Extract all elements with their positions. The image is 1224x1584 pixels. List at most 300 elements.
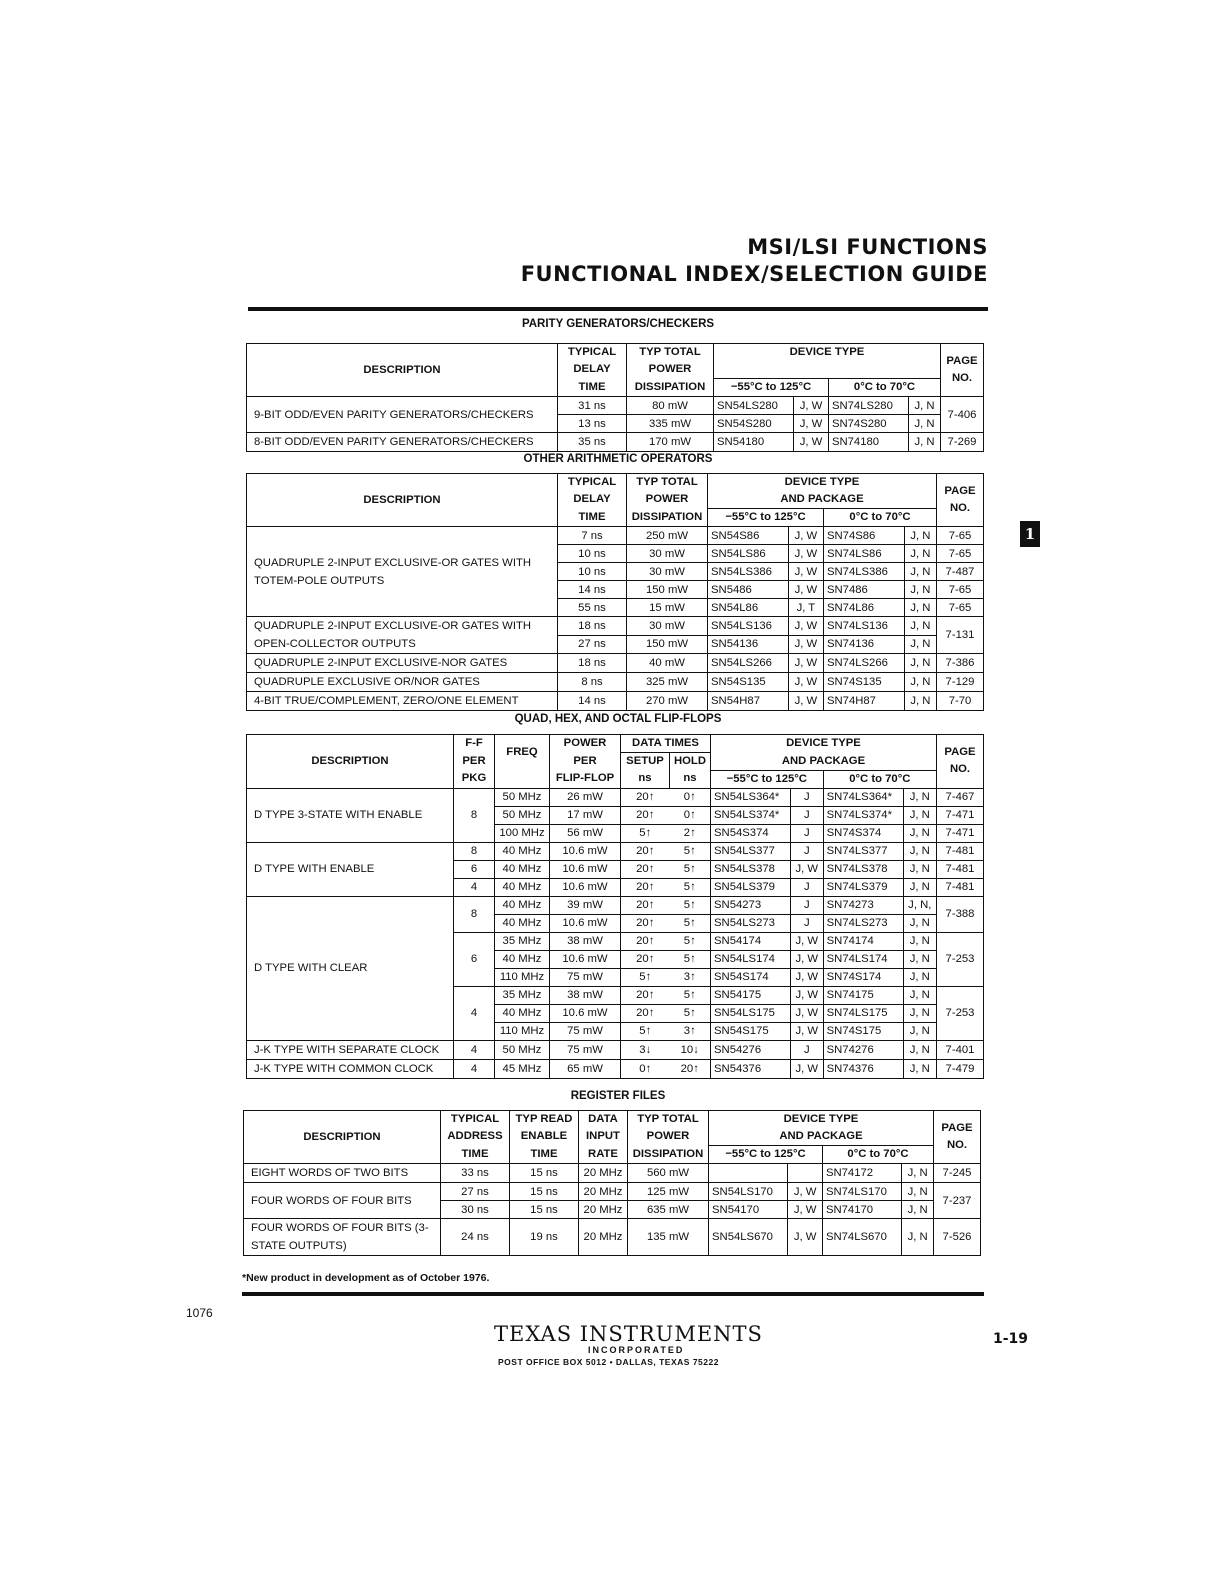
cell: 5↑	[670, 860, 711, 878]
col-mil-range: −55°C to 125°C	[709, 1146, 823, 1164]
section-tab: 1	[1020, 521, 1040, 547]
cell-ff-per-pkg: 8	[454, 896, 495, 932]
cell: 20 MHz	[579, 1183, 628, 1201]
col-rate: RATE	[579, 1146, 628, 1164]
col-power: POWER	[550, 735, 621, 753]
cell: SN54L86	[708, 599, 789, 617]
cell-ff-per-pkg: 6	[454, 932, 495, 986]
cell: 5↑	[621, 968, 670, 986]
parity-table	[246, 343, 984, 452]
cell: SN7486	[823, 581, 904, 599]
cell: J, N	[902, 1219, 934, 1256]
cell: 5↑	[670, 896, 711, 914]
table-row	[247, 1059, 984, 1078]
cell: J, N	[903, 932, 936, 950]
col-dissipation: DISSIPATION	[627, 509, 708, 527]
col-setup: SETUP	[621, 753, 670, 771]
col-delay: DELAY	[558, 491, 627, 509]
cell: 39 mW	[550, 896, 621, 914]
cell: 125 mW	[628, 1183, 709, 1201]
cell: 14 ns	[558, 692, 627, 711]
cell-page: 7-471	[937, 824, 984, 842]
cell: 30 mW	[627, 545, 708, 563]
cell: J, N	[903, 1004, 936, 1022]
cell: 20↑	[670, 1059, 711, 1078]
cell	[709, 1164, 788, 1183]
col-and-package: AND PACKAGE	[709, 1128, 934, 1146]
col-page: PAGE NO.	[941, 344, 984, 397]
cell: 170 mW	[627, 433, 714, 452]
cell: J, N	[909, 397, 941, 415]
cell: 20↑	[621, 1004, 670, 1022]
col-time: TIME	[510, 1146, 579, 1164]
col-time: TIME	[558, 379, 627, 397]
cell: SN74S280	[828, 415, 908, 433]
cell: 27 ns	[441, 1183, 510, 1201]
cell: 3↑	[670, 968, 711, 986]
cell-page: 7-253	[937, 986, 984, 1040]
row-description: J-K TYPE WITH COMMON CLOCK	[247, 1059, 454, 1078]
cell: J, W	[788, 617, 823, 636]
col-time: TIME	[441, 1146, 510, 1164]
col-datatimes: DATA TIMES	[621, 735, 711, 753]
cell: SN54LS175	[711, 1004, 791, 1022]
cell: SN54276	[711, 1040, 791, 1059]
cell: SN54LS266	[708, 654, 789, 673]
table-row	[247, 788, 984, 806]
company-inc: INCORPORATED	[588, 1345, 685, 1355]
cell-page: 7-388	[937, 896, 984, 932]
cell: 40 MHz	[495, 896, 550, 914]
cell: 110 MHz	[495, 968, 550, 986]
cell: 35 ns	[558, 433, 627, 452]
col-page: PAGE NO.	[937, 735, 984, 789]
cell: 0↑	[670, 806, 711, 824]
cell: 20↑	[621, 878, 670, 896]
cell: 270 mW	[627, 692, 708, 711]
cell: SN54LS280	[714, 397, 794, 415]
cell-page: 7-386	[937, 654, 984, 673]
cell: 20↑	[621, 788, 670, 806]
cell: SN74LS266	[823, 654, 904, 673]
cell: J	[790, 1040, 823, 1059]
cell: 20↑	[621, 896, 670, 914]
cell: 50 MHz	[495, 1040, 550, 1059]
cell: 110 MHz	[495, 1022, 550, 1040]
cell: 20↑	[621, 986, 670, 1004]
cell: 50 MHz	[495, 788, 550, 806]
cell: J, W	[788, 581, 823, 599]
cell: 20↑	[621, 914, 670, 932]
cell: 30 mW	[627, 617, 708, 636]
cell: J, N	[904, 673, 936, 692]
col-address: ADDRESS	[441, 1128, 510, 1146]
cell: J, N	[904, 692, 936, 711]
cell: J, N	[903, 878, 936, 896]
cell: SN54S86	[708, 527, 789, 545]
cell: J	[790, 788, 823, 806]
cell: 20↑	[621, 806, 670, 824]
cell: J, N	[903, 950, 936, 968]
table-row	[247, 617, 984, 636]
flipflop-body	[247, 788, 984, 1078]
cell: J, N	[902, 1183, 934, 1201]
cell: SN54LS273	[711, 914, 791, 932]
cell: J	[790, 878, 823, 896]
table-row	[247, 1040, 984, 1059]
cell: SN74LS136	[823, 617, 904, 636]
cell: SN54LS386	[708, 563, 789, 581]
cell: J, N	[904, 617, 936, 636]
col-page: PAGE NO.	[937, 474, 984, 527]
cell: 75 mW	[550, 968, 621, 986]
col-description: DESCRIPTION	[247, 344, 558, 397]
cell: J, W	[794, 433, 829, 452]
cell: SN54LS378	[711, 860, 791, 878]
cell: J, N	[904, 527, 936, 545]
col-enable: ENABLE	[510, 1128, 579, 1146]
col-time: TIME	[558, 509, 627, 527]
cell: J, N	[902, 1201, 934, 1219]
cell: SN74LS273	[823, 914, 903, 932]
cell: 5↑	[670, 878, 711, 896]
cell: J, N	[903, 986, 936, 1004]
col-typtotal: TYP TOTAL	[627, 474, 708, 492]
cell: SN74S174	[823, 968, 903, 986]
cell-page: 7-479	[937, 1059, 984, 1078]
cell: 5↑	[670, 842, 711, 860]
cell: SN74273	[823, 896, 903, 914]
cell: 10.6 mW	[550, 914, 621, 932]
cell: SN54LS136	[708, 617, 789, 636]
cell-page: 7-487	[937, 563, 984, 581]
cell: 55 ns	[558, 599, 627, 617]
cell: SN54LS377	[711, 842, 791, 860]
cell: 40 MHz	[495, 878, 550, 896]
cell-page: 7-481	[937, 842, 984, 860]
cell: SN54LS670	[709, 1219, 788, 1256]
cell-page: 7-129	[937, 673, 984, 692]
top-rule	[248, 307, 988, 311]
cell: 13 ns	[558, 415, 627, 433]
cell: SN74LS374*	[823, 806, 903, 824]
cell: SN74LS175	[823, 1004, 903, 1022]
cell: J, W	[790, 860, 823, 878]
col-per: PER	[550, 753, 621, 771]
row-description: EIGHT WORDS OF TWO BITS	[244, 1164, 441, 1183]
col-and-package: AND PACKAGE	[711, 753, 937, 771]
col-com-range: 0°C to 70°C	[823, 509, 936, 527]
col-description: DESCRIPTION	[247, 474, 558, 527]
cell: J, N	[903, 968, 936, 986]
arith-body	[247, 527, 984, 711]
col-ff: F-F	[454, 735, 495, 753]
cell: SN54S175	[711, 1022, 791, 1040]
col-and-package: AND PACKAGE	[708, 491, 937, 509]
cell-page: 7-245	[934, 1164, 981, 1183]
cell: 10↓	[670, 1040, 711, 1059]
cell: 40 mW	[627, 654, 708, 673]
cell: 38 mW	[550, 986, 621, 1004]
cell: SN54376	[711, 1059, 791, 1078]
row-description: 8-BIT ODD/EVEN PARITY GENERATORS/CHECKERS	[247, 433, 558, 452]
cell: J, N	[903, 1040, 936, 1059]
cell-page: 7-253	[937, 932, 984, 986]
cell: SN74136	[823, 635, 904, 654]
col-freq: FREQ	[495, 735, 550, 771]
cell: J, N	[909, 415, 941, 433]
col-mil-range: −55°C to 125°C	[708, 509, 824, 527]
cell: J, T	[788, 599, 823, 617]
row-description: FOUR WORDS OF FOUR BITS (3-STATE OUTPUTS)	[244, 1219, 441, 1256]
row-description: D TYPE 3-STATE WITH ENABLE	[247, 788, 454, 842]
cell: 10 ns	[558, 563, 627, 581]
cell: 30 ns	[441, 1201, 510, 1219]
cell-page: 7-131	[937, 617, 984, 654]
row-description: QUADRUPLE EXCLUSIVE OR/NOR GATES	[247, 673, 558, 692]
cell: 75 mW	[550, 1040, 621, 1059]
cell: 250 mW	[627, 527, 708, 545]
cell-page: 7-526	[934, 1219, 981, 1256]
cell: 15 ns	[510, 1183, 579, 1201]
cell: 10.6 mW	[550, 1004, 621, 1022]
cell-page: 7-467	[937, 788, 984, 806]
cell: 24 ns	[441, 1219, 510, 1256]
cell-page: 7-406	[941, 397, 984, 433]
regfile-body	[244, 1164, 981, 1256]
cell: 35 MHz	[495, 932, 550, 950]
cell: J, N,	[903, 896, 936, 914]
col-input: INPUT	[579, 1128, 628, 1146]
cell	[788, 1164, 823, 1183]
cell: SN74172	[822, 1164, 901, 1183]
cell: SN74LS670	[822, 1219, 901, 1256]
col-typtotal: TYP TOTAL	[628, 1111, 709, 1129]
row-description: QUADRUPLE 2-INPUT EXCLUSIVE-OR GATES WITH TOTEM-POLE OUTPUTS	[247, 527, 558, 617]
row-description: 9-BIT ODD/EVEN PARITY GENERATORS/CHECKERS	[247, 397, 558, 433]
page-number: 1-19	[993, 1331, 1029, 1347]
cell: SN74LS174	[823, 950, 903, 968]
cell: SN74276	[823, 1040, 903, 1059]
cell: SN54180	[714, 433, 794, 452]
cell: 135 mW	[628, 1219, 709, 1256]
cell: SN54S135	[708, 673, 789, 692]
col-pkg: PKG	[454, 770, 495, 788]
section-title-parity: PARITY GENERATORS/CHECKERS	[521, 318, 715, 330]
cell: J, N	[904, 545, 936, 563]
cell: 560 mW	[628, 1164, 709, 1183]
regfile-table	[243, 1110, 981, 1256]
cell-ff-per-pkg: 8	[454, 842, 495, 860]
cell: SN54LS86	[708, 545, 789, 563]
cell: 18 ns	[558, 654, 627, 673]
cell: SN5486	[708, 581, 789, 599]
cell: J, W	[790, 1059, 823, 1078]
cell: 5↑	[670, 1004, 711, 1022]
section-title-regfiles: REGISTER FILES	[570, 1090, 666, 1102]
cell: 5↑	[621, 1022, 670, 1040]
cell: J	[790, 824, 823, 842]
cell: J, W	[788, 635, 823, 654]
cell: 10.6 mW	[550, 950, 621, 968]
cell: J, W	[790, 968, 823, 986]
cell: J	[790, 806, 823, 824]
col-power: POWER	[627, 491, 708, 509]
table-row	[247, 673, 984, 692]
col-dissipation: DISSIPATION	[627, 379, 714, 397]
col-com-range: 0°C to 70°C	[828, 379, 940, 397]
col-page: PAGE NO.	[934, 1111, 981, 1164]
cell-page: 7-481	[937, 878, 984, 896]
col-typread: TYP READ	[510, 1111, 579, 1129]
cell: 20 MHz	[579, 1164, 628, 1183]
cell: J, N	[903, 842, 936, 860]
cell: 150 mW	[627, 581, 708, 599]
cell: 30 mW	[627, 563, 708, 581]
row-description: D TYPE WITH ENABLE	[247, 842, 454, 896]
table-row	[247, 397, 984, 415]
cell: SN74LS379	[823, 878, 903, 896]
row-description: 4-BIT TRUE/COMPLEMENT, ZERO/ONE ELEMENT	[247, 692, 558, 711]
cell: J, N	[903, 914, 936, 932]
cell: 40 MHz	[495, 860, 550, 878]
col-hold: HOLD	[670, 753, 711, 771]
table-row	[247, 896, 984, 914]
row-description: QUADRUPLE 2-INPUT EXCLUSIVE-NOR GATES	[247, 654, 558, 673]
cell: SN74LS364*	[823, 788, 903, 806]
cell: SN54170	[709, 1201, 788, 1219]
cell: SN54H87	[708, 692, 789, 711]
cell: J, N	[904, 563, 936, 581]
cell-page: 7-401	[937, 1040, 984, 1059]
cell: 8 ns	[558, 673, 627, 692]
cell: SN74LS170	[822, 1183, 901, 1201]
table-row	[247, 654, 984, 673]
col-description: DESCRIPTION	[247, 735, 454, 789]
cell: J, W	[790, 950, 823, 968]
cell: 33 ns	[441, 1164, 510, 1183]
cell-page: 7-269	[941, 433, 984, 452]
cell-ff-per-pkg: 4	[454, 1040, 495, 1059]
cell: 10 ns	[558, 545, 627, 563]
cell: SN74LS377	[823, 842, 903, 860]
cell: J, N	[904, 581, 936, 599]
col-freq-spacer	[495, 770, 550, 788]
cell: 75 mW	[550, 1022, 621, 1040]
cell: J, N	[904, 635, 936, 654]
cell-page: 7-65	[937, 581, 984, 599]
cell: SN74LS386	[823, 563, 904, 581]
cell: J, N	[903, 824, 936, 842]
cell: 5↑	[670, 932, 711, 950]
cell: J, W	[788, 1219, 823, 1256]
cell-page: 7-471	[937, 806, 984, 824]
cell: J, N	[904, 654, 936, 673]
cell: J, N	[909, 433, 941, 452]
cell: J, W	[790, 932, 823, 950]
col-per: PER	[454, 753, 495, 771]
cell: SN54273	[711, 896, 791, 914]
cell: 2↑	[670, 824, 711, 842]
col-power: POWER	[627, 361, 714, 379]
row-description: FOUR WORDS OF FOUR BITS	[244, 1183, 441, 1219]
col-mil-range: −55°C to 125°C	[711, 770, 824, 788]
cell: 3↓	[621, 1040, 670, 1059]
cell: J, W	[788, 563, 823, 581]
cell-ff-per-pkg: 4	[454, 878, 495, 896]
table-row	[244, 1219, 981, 1256]
cell: J, W	[788, 654, 823, 673]
col-typical: TYPICAL	[441, 1111, 510, 1129]
cell: 19 ns	[510, 1219, 579, 1256]
company-address: POST OFFICE BOX 5012 • DALLAS, TEXAS 75222	[498, 1357, 719, 1367]
cell: 17 mW	[550, 806, 621, 824]
col-power: POWER	[628, 1128, 709, 1146]
cell: SN74S175	[823, 1022, 903, 1040]
cell: 20↑	[621, 860, 670, 878]
cell: 38 mW	[550, 932, 621, 950]
col-typical: TYPICAL	[558, 474, 627, 492]
header-line-2: FUNCTIONAL INDEX/SELECTION GUIDE	[520, 262, 988, 286]
cell: 65 mW	[550, 1059, 621, 1078]
cell-page: 7-481	[937, 860, 984, 878]
cell: 5↑	[670, 914, 711, 932]
table-row	[247, 527, 984, 545]
cell: 635 mW	[628, 1201, 709, 1219]
cell-page: 7-65	[937, 527, 984, 545]
cell: J, N	[903, 1059, 936, 1078]
col-description: DESCRIPTION	[244, 1111, 441, 1164]
cell-page: 7-65	[937, 599, 984, 617]
company-logo: TEXAS INSTRUMENTS	[494, 1322, 763, 1346]
col-device-spacer	[714, 361, 941, 379]
row-description: QUADRUPLE 2-INPUT EXCLUSIVE-OR GATES WITH OPEN-COLLECTOR OUTPUTS	[247, 617, 558, 654]
cell: 45 MHz	[495, 1059, 550, 1078]
col-mil-range: −55°C to 125°C	[714, 379, 829, 397]
cell: 10.6 mW	[550, 860, 621, 878]
cell: J, W	[788, 1183, 823, 1201]
cell: J	[790, 896, 823, 914]
cell: SN54175	[711, 986, 791, 1004]
cell: 0↑	[670, 788, 711, 806]
cell: J, W	[788, 673, 823, 692]
col-device-type: DEVICE TYPE	[708, 474, 937, 492]
side-code: 1076	[186, 1306, 213, 1320]
table-row	[247, 433, 984, 452]
cell: SN74S135	[823, 673, 904, 692]
cell: 325 mW	[627, 673, 708, 692]
cell: 10.6 mW	[550, 878, 621, 896]
cell: J, W	[788, 545, 823, 563]
cell: 56 mW	[550, 824, 621, 842]
table-row	[244, 1183, 981, 1201]
col-device-type: DEVICE TYPE	[714, 344, 941, 362]
cell: SN74170	[822, 1201, 901, 1219]
cell: 40 MHz	[495, 1004, 550, 1022]
cell: SN54LS374*	[711, 806, 791, 824]
table-row	[247, 692, 984, 711]
cell: SN54LS364*	[711, 788, 791, 806]
cell-ff-per-pkg: 6	[454, 860, 495, 878]
page-header	[521, 234, 988, 288]
table-row	[247, 842, 984, 860]
cell: 27 ns	[558, 635, 627, 654]
cell: SN74LS86	[823, 545, 904, 563]
cell: 14 ns	[558, 581, 627, 599]
cell: 40 MHz	[495, 842, 550, 860]
cell: SN74H87	[823, 692, 904, 711]
cell: SN74LS280	[828, 397, 908, 415]
